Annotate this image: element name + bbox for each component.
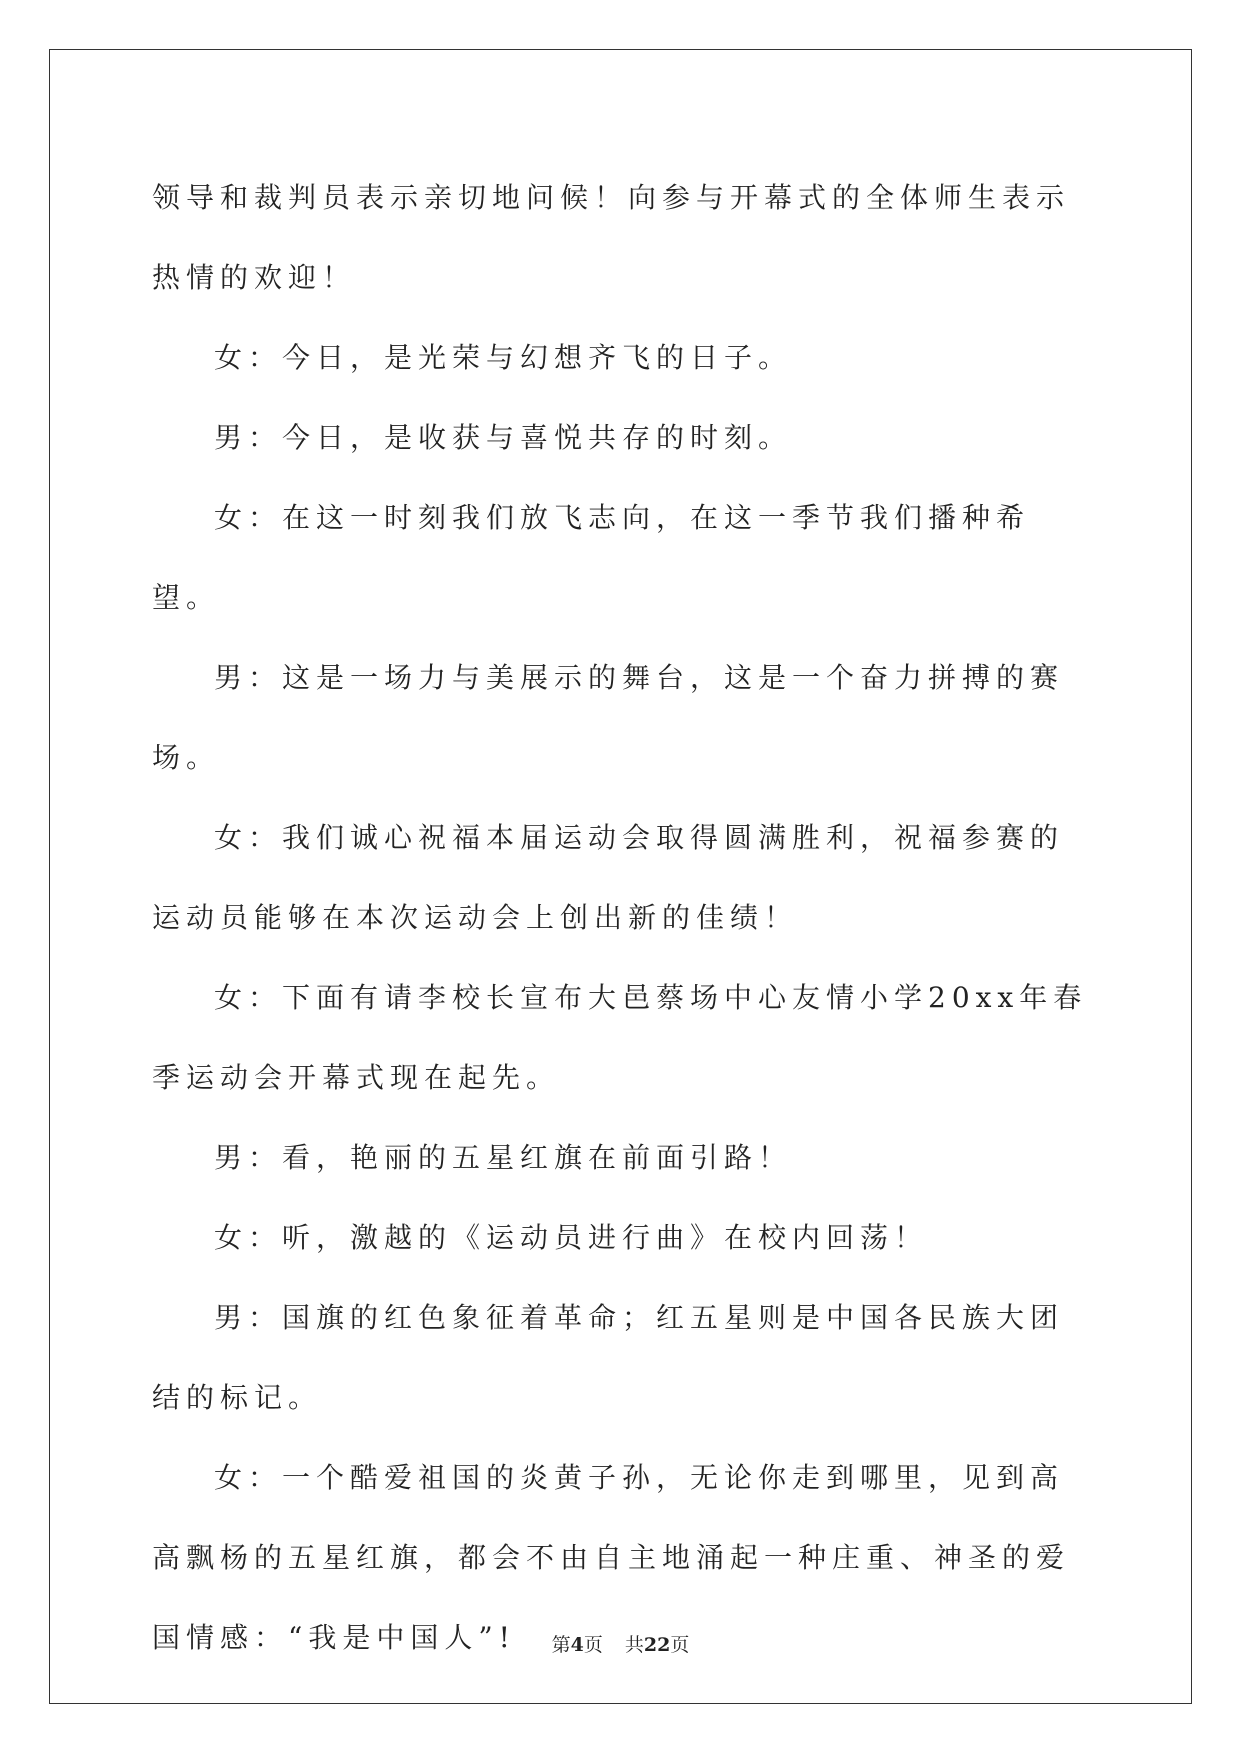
footer-page-suffix: 页 — [583, 1634, 603, 1656]
paragraph-5: 男：这是一场力与美展示的舞台，这是一个奋力拼搏的赛场。 — [152, 661, 1065, 774]
paragraph-11: 女：一个酷爱祖国的炎黄子孙，无论你走到哪里，见到高高飘杨的五星红旗，都会不由自主地涌起一种庄重、神圣的爱国情感：“我是中国人”! — [152, 1461, 1071, 1654]
paragraph-4: 女：在这一时刻我们放飞志向，在这一季节我们播种希望。 — [152, 501, 1031, 614]
paragraph-9: 女：听，激越的《运动员进行曲》在校内回荡！ — [214, 1221, 929, 1254]
paragraph-10: 男：国旗的红色象征着革命；红五星则是中国各民族大团结的标记。 — [152, 1301, 1065, 1414]
footer-total-pages: 22 — [643, 1634, 671, 1656]
paragraph-1: 领导和裁判员表示亲切地问候！向参与开幕式的全体师生表示热情的欢迎！ — [152, 181, 1071, 294]
document-body — [152, 158, 1092, 1678]
footer-total-suffix: 页 — [670, 1634, 690, 1656]
paragraph-8: 男：看，艳丽的五星红旗在前面引路！ — [214, 1141, 793, 1174]
footer-total-prefix: 共 — [624, 1634, 644, 1656]
paragraph-7: 女：下面有请李校长宣布大邑蔡场中心友情小学20xx年春季运动会开幕式现在起先。 — [152, 981, 1088, 1094]
paragraph-6: 女：我们诚心祝福本届运动会取得圆满胜利，祝福参赛的运动员能够在本次运动会上创出新的佳绩！ — [152, 821, 1065, 934]
footer-prefix: 第 — [551, 1634, 571, 1656]
paragraph-2: 女：今日，是光荣与幻想齐飞的日子。 — [214, 341, 793, 374]
footer-page-number: 4 — [570, 1634, 584, 1656]
paragraph-3: 男：今日，是收获与喜悦共存的时刻。 — [214, 421, 793, 454]
page-footer — [0, 1630, 1241, 1657]
